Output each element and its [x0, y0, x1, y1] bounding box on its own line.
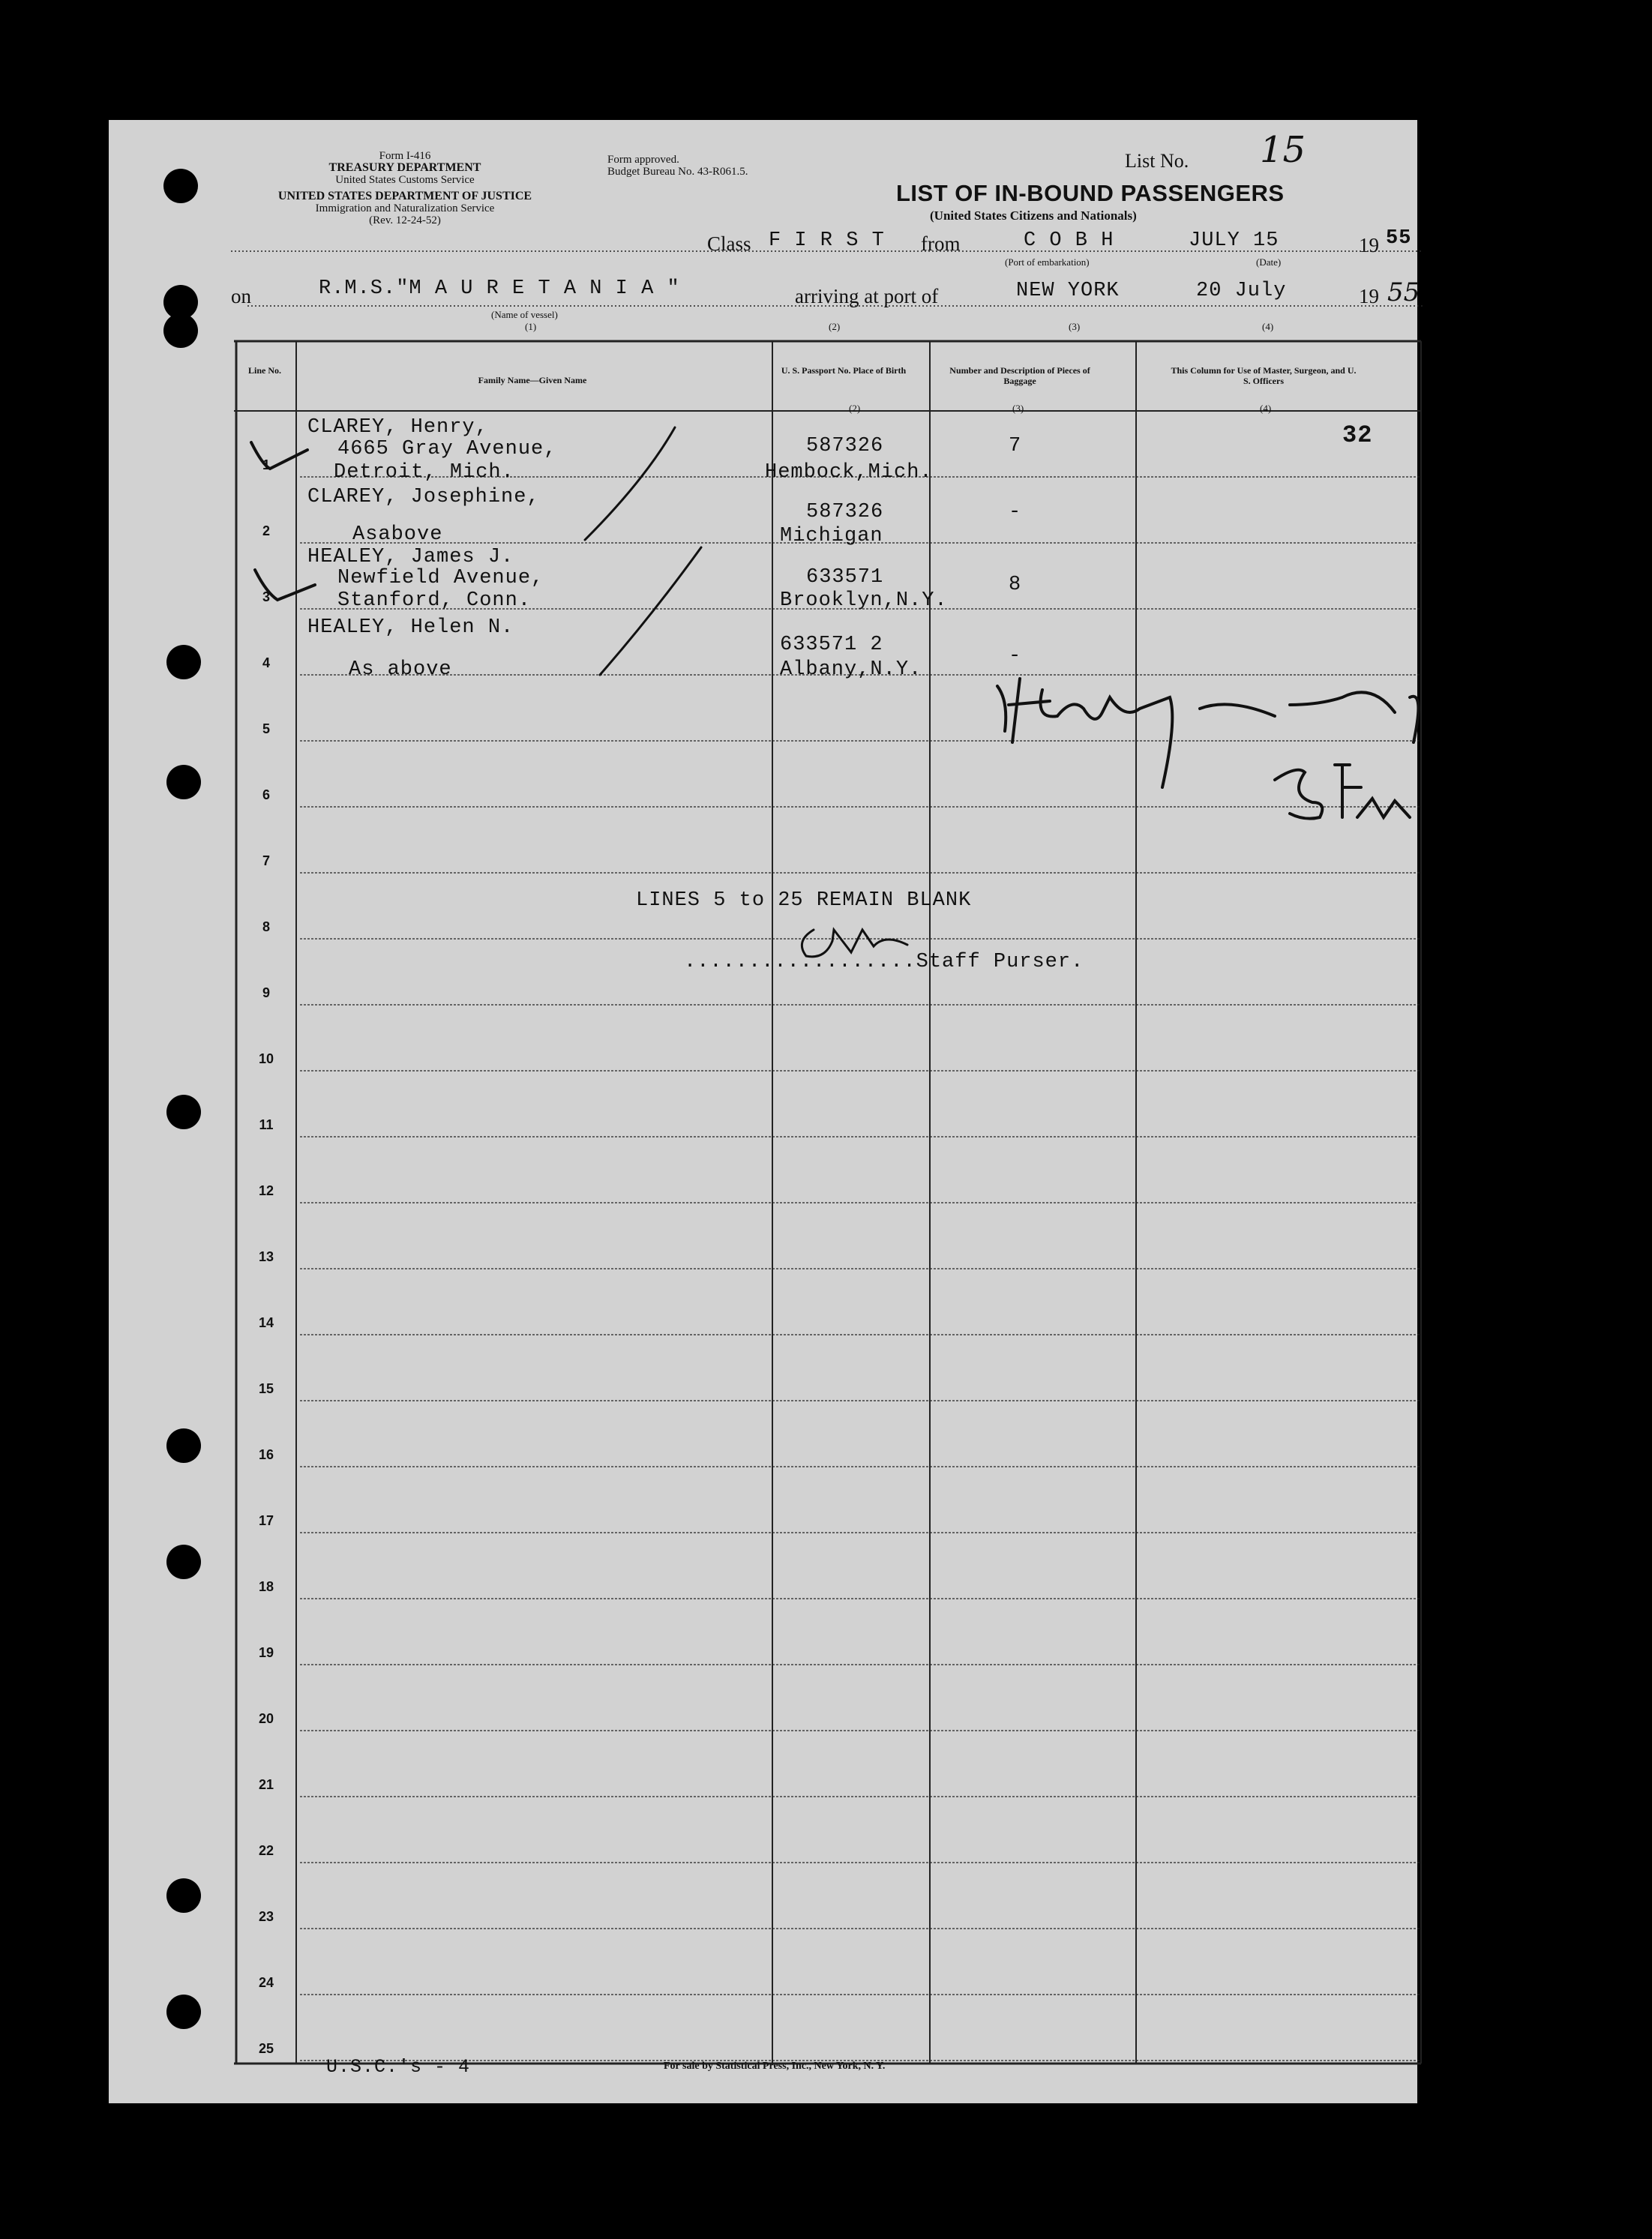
line-number: 20: [258, 1711, 274, 1726]
col-name: Family Name—Given Name: [478, 375, 587, 385]
passenger-3-birthplace: Brooklyn,N.Y.: [780, 589, 948, 612]
from-caption: (Port of embarkation): [1005, 256, 1090, 268]
line-number: 18: [258, 1579, 274, 1594]
line-number: 22: [258, 1843, 274, 1858]
col-caption-2: (2): [849, 403, 861, 414]
passenger-3-name: HEALEY, James J.: [307, 546, 514, 568]
col-baggage: Number and Description of Pieces of Baggage: [949, 365, 1090, 386]
line-number: 3: [262, 589, 270, 604]
passenger-1-city: Detroit, Mich.: [334, 461, 514, 484]
class-value: F I R S T: [769, 229, 885, 252]
approval-text: Form approved.: [607, 154, 679, 166]
checkmark-3: [255, 570, 315, 600]
line-number: 24: [258, 1975, 274, 1990]
col-caption-3: (3): [1012, 403, 1024, 414]
passenger-4-address: As above: [349, 658, 452, 681]
line-number: 7: [262, 853, 270, 868]
revision-date: (Rev. 12-24-52): [369, 214, 441, 226]
officer-count: 32: [1342, 421, 1373, 449]
line-number: 8: [262, 919, 270, 934]
line-number: 17: [258, 1513, 274, 1528]
passenger-2-passport: 587326: [806, 501, 884, 523]
passenger-2-name: CLAREY, Josephine,: [307, 486, 540, 508]
passenger-2-baggage: -: [1009, 501, 1022, 523]
passenger-1-name: CLAREY, Henry,: [307, 416, 488, 439]
immigration-service: Immigration and Naturalization Service: [315, 202, 495, 214]
line-number: 5: [262, 721, 270, 736]
passenger-3-baggage: 8: [1009, 574, 1022, 596]
budget-bureau-no: Budget Bureau No. 43-R061.5.: [607, 166, 748, 178]
vessel-name: R.M.S."M A U R E T A N I A ": [319, 277, 680, 300]
arrival-port: NEW YORK: [1016, 280, 1120, 302]
blank-lines-note: LINES 5 to 25 REMAIN BLANK: [636, 889, 972, 912]
caption-4: (4): [1262, 321, 1274, 332]
from-label: from: [921, 232, 961, 255]
passenger-4-baggage: -: [1009, 645, 1022, 667]
justice-department: UNITED STATES DEPARTMENT OF JUSTICE: [277, 190, 532, 202]
line-number: 1: [262, 457, 270, 472]
line-number: 19: [258, 1645, 274, 1660]
time-annotation: [1275, 765, 1410, 819]
customs-service: United States Customs Service: [335, 174, 475, 186]
page-title: LIST OF IN-BOUND PASSENGERS: [896, 180, 1285, 206]
passenger-1-passport: 587326: [806, 435, 884, 457]
line-number: 21: [258, 1777, 274, 1792]
passenger-4-name: HEALEY, Helen N.: [307, 616, 514, 639]
line-number: 15: [258, 1381, 274, 1396]
passenger-4-passport: 633571 2: [780, 634, 883, 656]
line-number: 4: [262, 655, 270, 670]
col-line-no: Line No.: [247, 365, 281, 376]
purser-signature: [802, 930, 907, 957]
arrival-year-value: 55: [1387, 277, 1420, 307]
treasury-department: TREASURY DEPARTMENT: [328, 161, 481, 174]
caption-3: (3): [1069, 321, 1081, 332]
passenger-2-address: Asabove: [352, 523, 443, 546]
page-subtitle: (United States Citizens and Nationals): [930, 208, 1137, 223]
col-caption-4: (4): [1260, 403, 1272, 414]
arrival-year-prefix: 19: [1359, 285, 1379, 307]
form-number: Form I-416: [379, 150, 431, 162]
class-label: Class: [707, 232, 751, 255]
line-number: 16: [258, 1447, 274, 1462]
footer-printer: For sale by Statistical Press, Inc., New York, N. Y.: [664, 2061, 886, 2072]
line-number: 14: [258, 1315, 274, 1330]
on-label: on: [231, 285, 251, 307]
line-number: 9: [262, 985, 270, 1000]
date-caption: (Date): [1256, 256, 1282, 268]
footer-code: U.S.C.'s - 4: [326, 2056, 471, 2078]
passenger-3-passport: 633571: [806, 566, 884, 589]
year-prefix: 19: [1359, 234, 1379, 256]
passenger-1-address: 4665 Gray Avenue,: [337, 438, 557, 460]
line-number: 13: [258, 1249, 274, 1264]
passenger-3-city: Stanford, Conn.: [337, 589, 532, 612]
line-number: 6: [262, 787, 270, 802]
slash-mark: [600, 547, 701, 675]
passenger-1-baggage: 7: [1009, 435, 1022, 457]
passenger-2-birthplace: Michigan: [780, 525, 883, 547]
inspector-signature: [997, 679, 1418, 787]
staff-purser-line: ..................Staff Purser.: [684, 951, 1084, 973]
passenger-4-birthplace: Albany,N.Y.: [780, 658, 922, 681]
list-no-label: List No.: [1125, 150, 1189, 172]
col-passport: U. S. Passport No. Place of Birth: [781, 365, 907, 376]
list-no-value: 15: [1260, 129, 1306, 171]
line-number: 2: [262, 523, 270, 538]
passenger-1-birthplace: Hembock,Mich.: [765, 461, 933, 484]
caption-1: (1): [525, 321, 537, 332]
arriving-label: arriving at port of: [795, 285, 939, 307]
passenger-3-address: Newfield Avenue,: [337, 567, 544, 589]
line-number: 10: [258, 1051, 274, 1066]
checkmark-1: [251, 442, 307, 469]
arrival-date: 20 July: [1196, 280, 1287, 302]
from-value: C O B H: [1024, 229, 1114, 252]
slash-mark: [585, 427, 675, 540]
line-number: 11: [259, 1117, 274, 1132]
line-number: 23: [258, 1909, 274, 1924]
vessel-caption: (Name of vessel): [491, 309, 558, 320]
year-value: 55: [1386, 227, 1412, 250]
caption-2: (2): [829, 321, 841, 332]
line-number: 12: [258, 1183, 274, 1198]
col-officers: This Column for Use of Master, Surgeon, and U. S. Officers: [1171, 365, 1357, 386]
date-value: JULY 15: [1189, 229, 1279, 252]
line-number: 25: [258, 2041, 274, 2056]
